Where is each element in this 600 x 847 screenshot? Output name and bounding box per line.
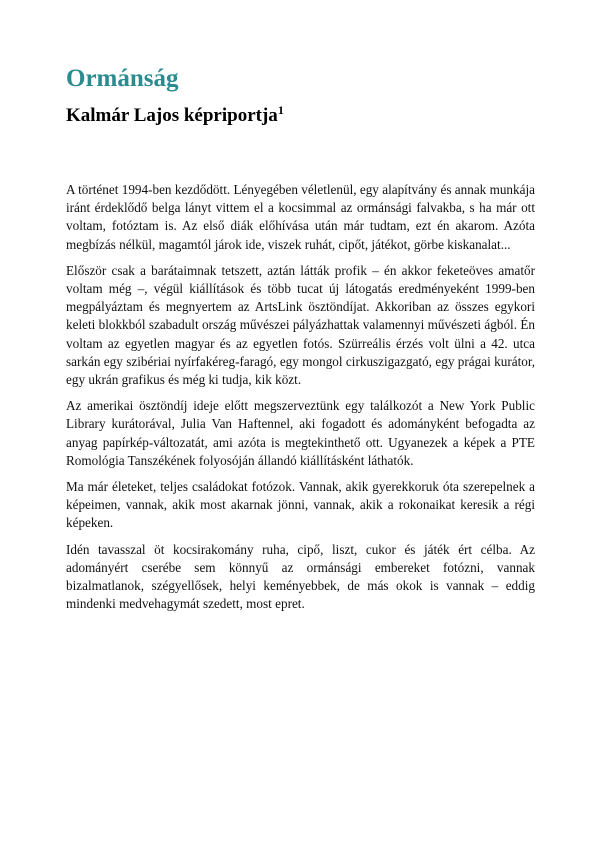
- footnote-marker[interactable]: 1: [277, 103, 284, 117]
- subtitle-text: Kalmár Lajos képriportja: [66, 105, 278, 126]
- paragraph-1: A történet 1994-ben kezdődött. Lényegében véletlenül, egy alapítvány és annak munkája iránt érdeklődő belga lányt vittem el a kocsimmal az ormánsági falvakba, s ha már ott voltam, fotóztam is. Az első diák előhívása után már tudtam, ezt én akarom. Azóta megbízás nélkül, magamtól járok ide, viszek ruhát, cipőt, játékot, görbe kiskanalat...: [66, 182, 535, 252]
- article-body: [66, 181, 535, 621]
- paragraph-5: Idén tavasszal öt kocsirakomány ruha, cipő, liszt, cukor és játék ért célba. Az adományért cserébe sem könnyű az ormánsági embereket fotózni, vannak bizalmatlanok, szégyellősek, helyi keményebbek, de más okok is vannak – eddig mindenki medvehagymát szedett, most epret.: [66, 541, 535, 612]
- paragraph-2: Először csak a barátaimnak tetszett, aztán látták profik – én akkor feketeöves amatőr voltam még –, végül kiállítások és több tucat új látogatás eredményeként 1999-ben megpályáztam és megnyertem az ArtsLink ösztöndíjat. Akkoriban az összes egykori keleti blokkból szabadult ország művészei pályázhattak valamennyi művészeti ágból. Én voltam az egyetlen magyar és az egyetlen fotós. Szürreális érzés volt ülni a 42. utca sarkán egy szibériai nyírfakéreg-faragó, egy mongol cirkuszigazgató, egy prágai kurátor, egy ukrán grafikus és még ki tudja, kik közt.: [66, 262, 535, 388]
- paragraph-3: Az amerikai ösztöndíj ideje előtt megszerveztünk egy találkozót a New York Public Library kurátorával, Julia Van Haftennel, aki fogadott és adományként befogadta az anyag papírkép-változatát, ami azóta is megtekinthető ott. Ugyanezek a képek a PTE Romológia Tanszékének folyosóján állandó kiállításként láthatók.: [66, 398, 535, 468]
- paragraph-4: Ma már életeket, teljes családokat fotózok. Vannak, akik gyerekkoruk óta szerepelnek a képeimen, vannak, akik most akarnak jönni, vannak, akik a rokonaikat keresik a régi képeken.: [66, 479, 535, 531]
- article-subtitle: [66, 103, 284, 129]
- article-title: Ormánság: [66, 65, 179, 92]
